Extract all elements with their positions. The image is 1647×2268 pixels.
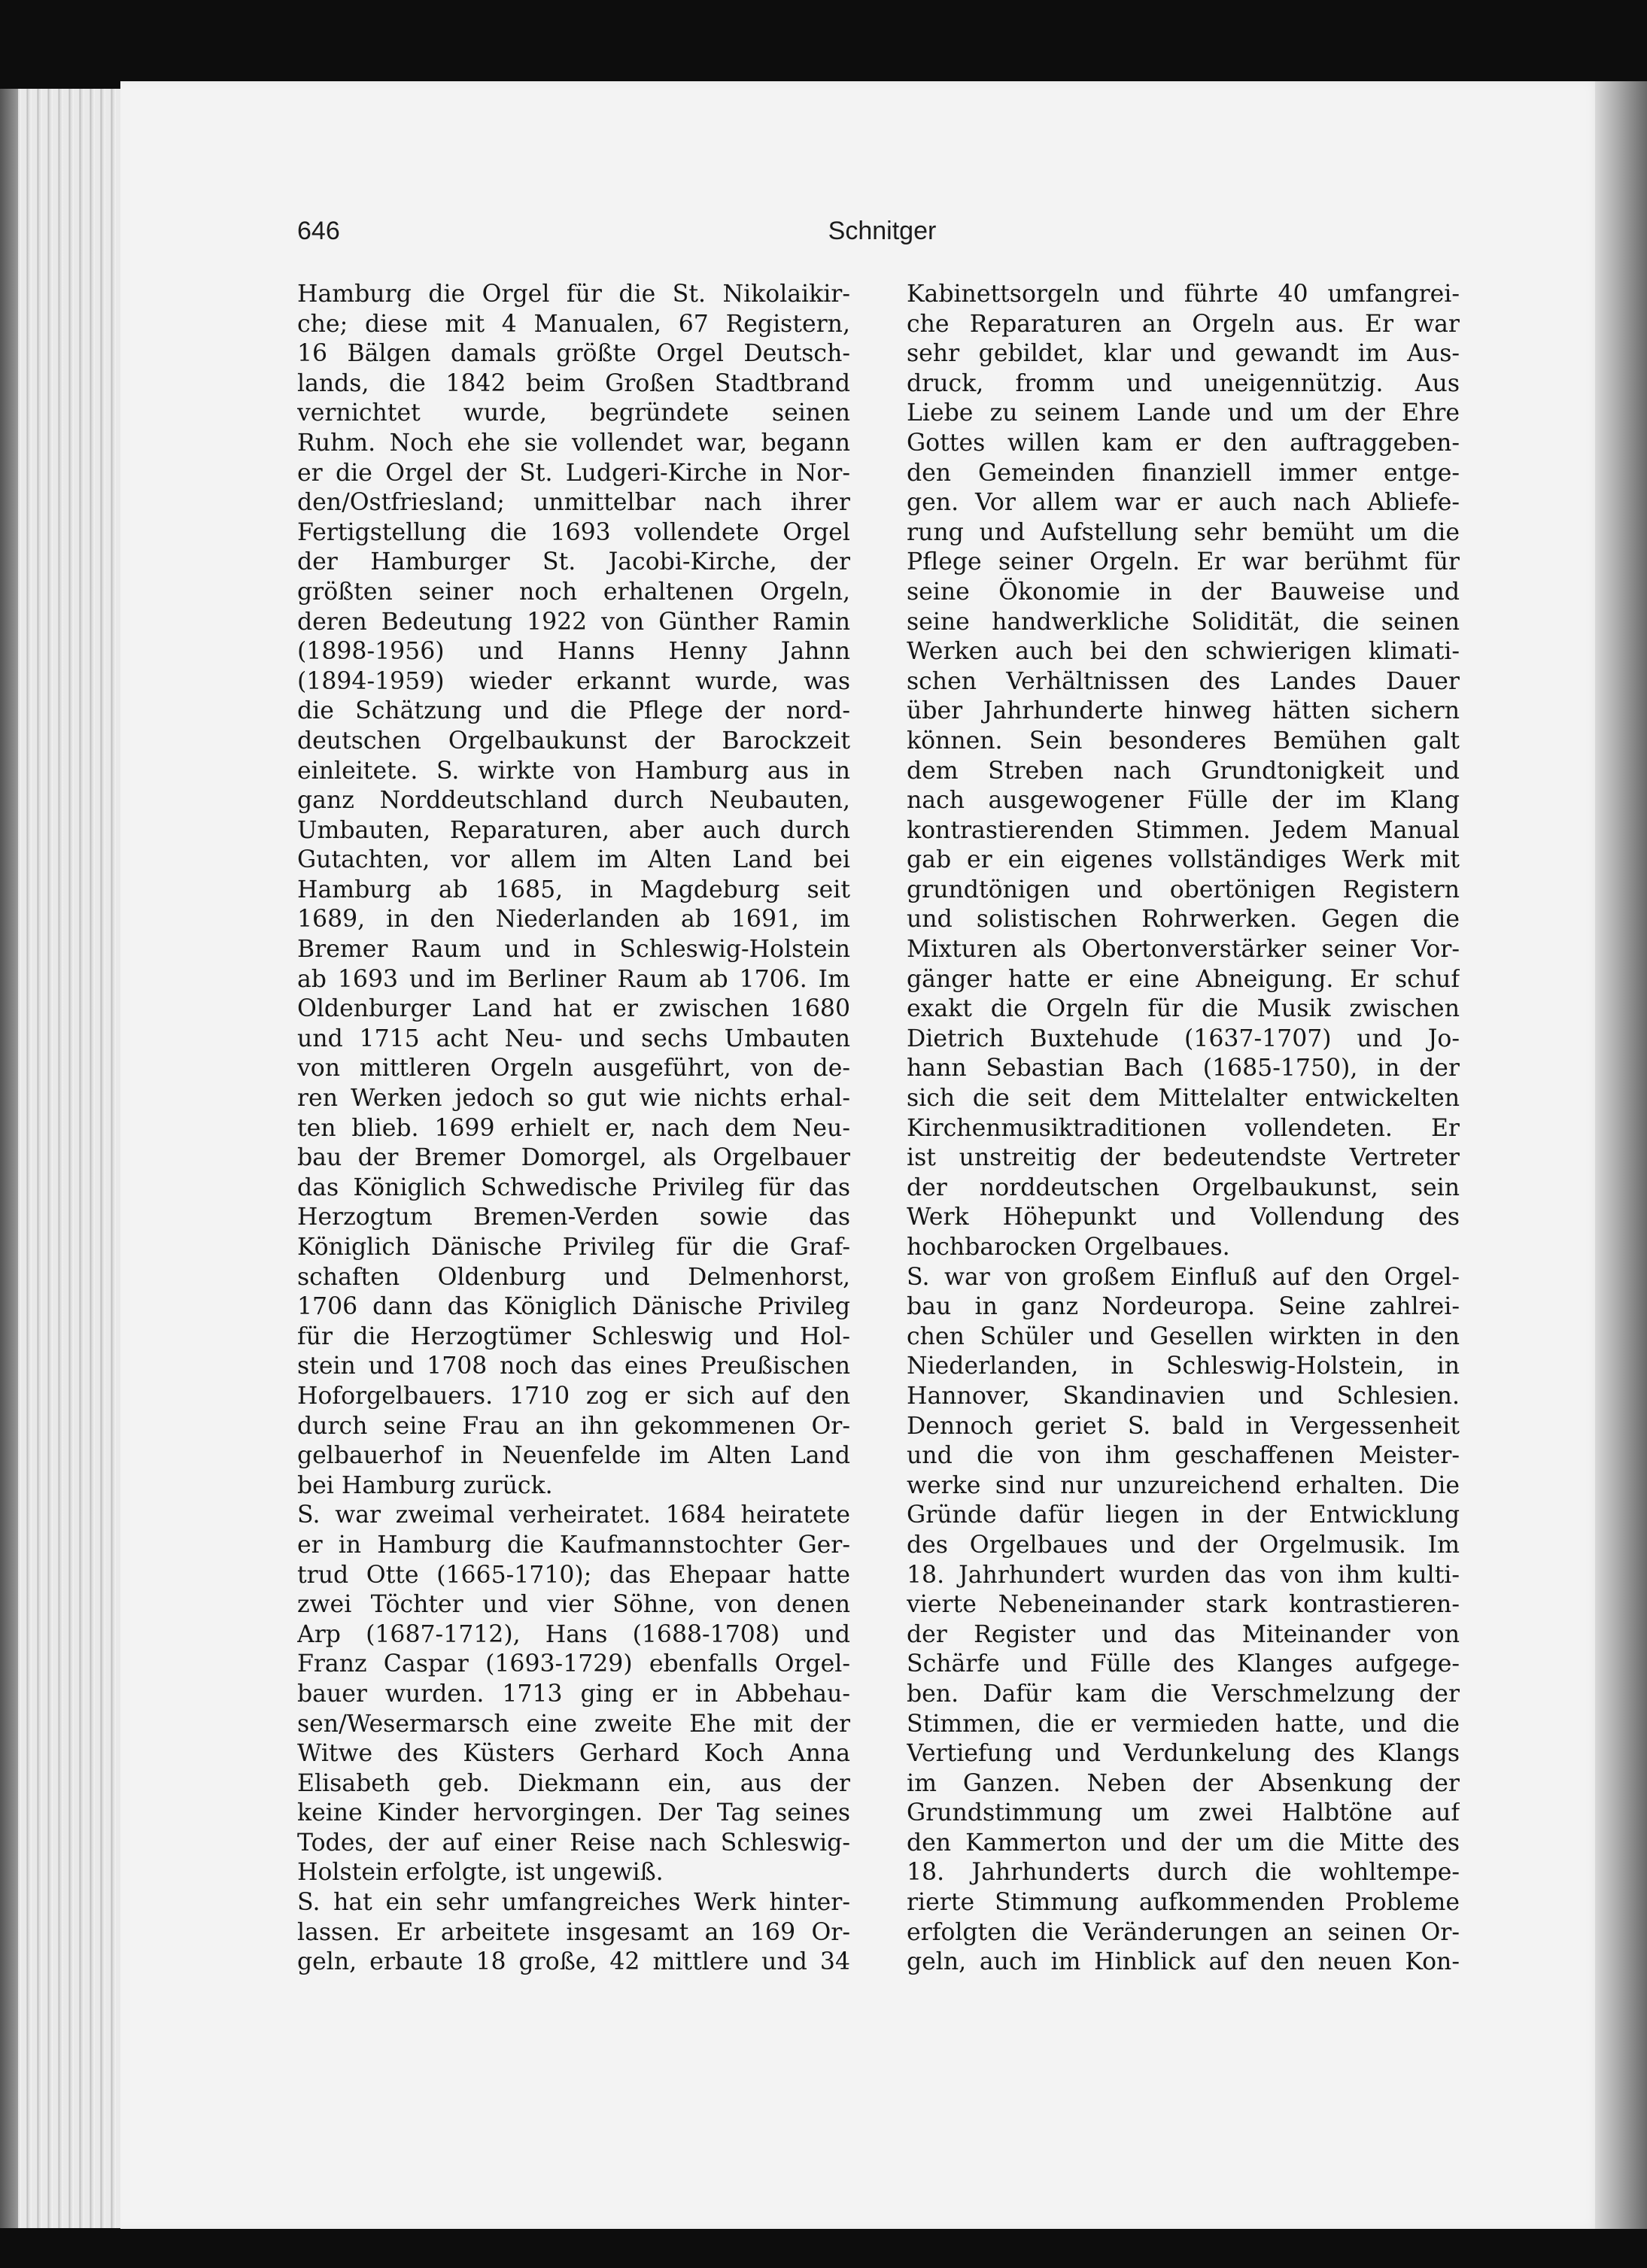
page-right-edge — [1595, 81, 1647, 2229]
text-line: Vertiefung und Verdunkelung des Klangs — [907, 1740, 1460, 1768]
text-line: 16 Bälgen damals größte Orgel Deutsch- — [297, 340, 850, 368]
text-line: deren Bedeutung 1922 von Günther Ramin — [297, 608, 850, 636]
text-line: bau der Bremer Domorgel, als Orgelbauer — [297, 1144, 850, 1172]
text-line: grundtönigen und obertönigen Registern — [907, 876, 1460, 903]
text-line: geln, erbaute 18 große, 42 mittlere und 34 — [297, 1948, 850, 1976]
text-line: geln, auch im Hinblick auf den neuen Kon- — [907, 1948, 1460, 1976]
text-line: lands, die 1842 beim Großen Stadtbrand — [297, 369, 850, 397]
text-line: Dietrich Buxtehude (1637-1707) und Jo- — [907, 1025, 1460, 1052]
text-line: er in Hamburg die Kaufmannstochter Ger- — [297, 1531, 850, 1559]
text-line: keine Kinder hervorgingen. Der Tag seines — [297, 1799, 850, 1827]
text-line: ten blieb. 1699 erhielt er, nach dem Neu- — [297, 1114, 850, 1142]
text-line: Witwe des Küsters Gerhard Koch Anna — [297, 1740, 850, 1768]
text-line: von mittleren Orgeln ausgeführt, von de- — [297, 1055, 850, 1082]
text-line: 1689, in den Niederlanden ab 1691, im — [297, 906, 850, 934]
text-line: che Reparaturen an Orgeln aus. Er war — [907, 310, 1460, 338]
text-line: werke sind nur unzureichend erhalten. Die — [907, 1471, 1460, 1499]
text-line: zwei Töchter und vier Söhne, von denen — [297, 1591, 850, 1619]
text-line: Dennoch geriet S. bald in Vergessenheit — [907, 1412, 1460, 1440]
left-text-column — [297, 280, 850, 1978]
text-line: 18. Jahrhundert wurden das von ihm kulti- — [907, 1561, 1460, 1589]
text-line: Umbauten, Reparaturen, aber auch durch — [297, 816, 850, 844]
text-line: Bremer Raum und in Schleswig-Holstein — [297, 936, 850, 964]
text-line: druck, fromm und uneigennützig. Aus — [907, 369, 1460, 397]
text-line: Mixturen als Obertonverstärker seiner Vor- — [907, 936, 1460, 964]
text-line: sich die seit dem Mittelalter entwickelten — [907, 1085, 1460, 1113]
text-line: ganz Norddeutschland durch Neubauten, — [297, 787, 850, 815]
text-line: rierte Stimmung aufkommenden Probleme — [907, 1889, 1460, 1917]
text-line: Holstein erfolgte, ist ungewiß. — [297, 1859, 664, 1887]
page-number: 646 — [297, 217, 340, 245]
text-line: einleitete. S. wirkte von Hamburg aus in — [297, 757, 850, 785]
text-line: Werken auch bei den schwierigen klimati- — [907, 638, 1460, 666]
text-line: und die von ihm geschaffenen Meister- — [907, 1442, 1460, 1470]
text-line: exakt die Orgeln für die Musik zwischen — [907, 995, 1460, 1023]
text-line: S. war von großem Einfluß auf den Orgel- — [907, 1263, 1460, 1291]
text-line: deutschen Orgelbaukunst der Barockzeit — [297, 727, 850, 754]
text-line: bei Hamburg zurück. — [297, 1471, 553, 1499]
text-line: schen Verhältnissen des Landes Dauer — [907, 667, 1460, 695]
text-line: vierte Nebeneinander stark kontrastieren- — [907, 1591, 1460, 1619]
text-line: S. hat ein sehr umfangreiches Werk hinter- — [297, 1889, 850, 1917]
text-line: Oldenburger Land hat er zwischen 1680 — [297, 995, 850, 1023]
text-line: im Ganzen. Neben der Absenkung der — [907, 1769, 1460, 1797]
text-line: gänger hatte er eine Abneigung. Er schuf — [907, 965, 1460, 993]
text-line: Franz Caspar (1693-1729) ebenfalls Orgel- — [297, 1650, 850, 1678]
text-line: Elisabeth geb. Diekmann ein, aus der — [297, 1769, 850, 1797]
text-line: der Hamburger St. Jacobi-Kirche, der — [297, 548, 850, 576]
text-line: Fertigstellung die 1693 vollendete Orgel — [297, 518, 850, 546]
text-line: und 1715 acht Neu- und sechs Umbauten — [297, 1025, 850, 1052]
text-line: durch seine Frau an ihn gekommenen Or- — [297, 1412, 850, 1440]
text-line: den Kammerton und der um die Mitte des — [907, 1829, 1460, 1857]
text-line: hann Sebastian Bach (1685-1750), in der — [907, 1055, 1460, 1082]
text-line: Stimmen, die er vermieden hatte, und die — [907, 1710, 1460, 1738]
text-line: sehr gebildet, klar und gewandt im Aus- — [907, 340, 1460, 368]
text-line: 18. Jahrhunderts durch die wohltempe- — [907, 1859, 1460, 1887]
text-line: ist unstreitig der bedeutendste Vertreter — [907, 1144, 1460, 1172]
text-line: erfolgten die Veränderungen an seinen Or- — [907, 1918, 1460, 1946]
book-spine-shadow — [0, 89, 18, 2228]
text-line: bauer wurden. 1713 ging er in Abbehau- — [297, 1680, 850, 1708]
text-line: vernichtet wurde, begründete seinen — [297, 399, 850, 427]
text-line: Pflege seiner Orgeln. Er war berühmt für — [907, 548, 1460, 576]
text-line: Kirchenmusiktraditionen vollendeten. Er — [907, 1114, 1460, 1142]
text-line: seine Ökonomie in der Bauweise und — [907, 578, 1460, 606]
text-line: Hoforgelbauers. 1710 zog er sich auf den — [297, 1382, 850, 1410]
text-line: er die Orgel der St. Ludgeri-Kirche in Nor- — [297, 459, 850, 487]
text-line: der Register und das Miteinander von — [907, 1620, 1460, 1648]
text-line: bau in ganz Nordeuropa. Seine zahlrei- — [907, 1293, 1460, 1321]
book-page-edges — [0, 89, 120, 2228]
text-line: Todes, der auf einer Reise nach Schleswig- — [297, 1829, 850, 1857]
text-line: stein und 1708 noch das eines Preußischen — [297, 1353, 850, 1380]
text-line: (1898-1956) und Hanns Henny Jahnn — [297, 638, 850, 666]
text-line: lassen. Er arbeitete insgesamt an 169 Or- — [297, 1918, 850, 1946]
text-line: gen. Vor allem war er auch nach Abliefe- — [907, 489, 1460, 517]
text-line: hochbarocken Orgelbaues. — [907, 1234, 1230, 1261]
text-line: Grundstimmung um zwei Halbtöne auf — [907, 1799, 1460, 1827]
text-line: S. war zweimal verheiratet. 1684 heiratete — [297, 1501, 850, 1529]
text-line: für die Herzogtümer Schleswig und Hol- — [297, 1322, 850, 1350]
text-line: Niederlanden, in Schleswig-Holstein, in — [907, 1353, 1460, 1380]
text-line: ab 1693 und im Berliner Raum ab 1706. Im — [297, 965, 850, 993]
text-line: gab er ein eigenes vollständiges Werk mit — [907, 846, 1460, 874]
text-line: nach ausgewogener Fülle der im Klang — [907, 787, 1460, 815]
text-line: kontrastierenden Stimmen. Jedem Manual — [907, 816, 1460, 844]
text-line: trud Otte (1665-1710); das Ehepaar hatte — [297, 1561, 850, 1589]
text-line: ren Werken jedoch so gut wie nichts erhal- — [297, 1085, 850, 1113]
text-line: Werk Höhepunkt und Vollendung des — [907, 1204, 1460, 1231]
text-line: den Gemeinden finanziell immer entge- — [907, 459, 1460, 487]
text-line: Arp (1687-1712), Hans (1688-1708) und — [297, 1620, 850, 1648]
text-line: Schärfe und Fülle des Klanges aufgege- — [907, 1650, 1460, 1678]
text-line: Hamburg die Orgel für die St. Nikolaikir- — [297, 281, 850, 308]
text-line: seine handwerkliche Solidität, die seinen — [907, 608, 1460, 636]
text-line: des Orgelbaues und der Orgelmusik. Im — [907, 1531, 1460, 1559]
text-line: rung und Aufstellung sehr bemüht um die — [907, 518, 1460, 546]
text-line: der norddeutschen Orgelbaukunst, sein — [907, 1173, 1460, 1201]
text-line: sen/Wesermarsch eine zweite Ehe mit der — [297, 1710, 850, 1738]
text-line: Liebe zu seinem Lande und um der Ehre — [907, 399, 1460, 427]
text-line: den/Ostfriesland; unmittelbar nach ihrer — [297, 489, 850, 517]
text-line: dem Streben nach Grundtonigkeit und — [907, 757, 1460, 785]
text-line: Hamburg ab 1685, in Magdeburg seit — [297, 876, 850, 903]
text-line: können. Sein besonderes Bemühen galt — [907, 727, 1460, 754]
text-line: Gutachten, vor allem im Alten Land bei — [297, 846, 850, 874]
text-line: Herzogtum Bremen-Verden sowie das — [297, 1204, 850, 1231]
text-line: Ruhm. Noch ehe sie vollendet war, begann — [297, 429, 850, 457]
text-line: schaften Oldenburg und Delmenhorst, — [297, 1263, 850, 1291]
running-head: Schnitger — [828, 217, 937, 245]
text-line: gelbauerhof in Neuenfelde im Alten Land — [297, 1442, 850, 1470]
text-line: Gottes willen kam er den auftraggeben- — [907, 429, 1460, 457]
text-line: über Jahrhunderte hinweg hätten sichern — [907, 697, 1460, 725]
text-line: (1894-1959) wieder erkannt wurde, was — [297, 667, 850, 695]
text-line: Kabinettsorgeln und führte 40 umfangrei- — [907, 281, 1460, 308]
text-line: chen Schüler und Gesellen wirkten in den — [907, 1322, 1460, 1350]
text-line: Hannover, Skandinavien und Schlesien. — [907, 1382, 1460, 1410]
text-line: das Königlich Schwedische Privileg für das — [297, 1173, 850, 1201]
text-line: die Schätzung und die Pflege der nord- — [297, 697, 850, 725]
text-line: 1706 dann das Königlich Dänische Privileg — [297, 1293, 850, 1321]
text-line: Königlich Dänische Privileg für die Graf- — [297, 1234, 850, 1261]
text-line: größten seiner noch erhaltenen Orgeln, — [297, 578, 850, 606]
text-line: und solistischen Rohrwerken. Gegen die — [907, 906, 1460, 934]
right-text-column — [907, 280, 1460, 1978]
page-header — [297, 217, 1467, 254]
text-line: che; diese mit 4 Manualen, 67 Registern, — [297, 310, 850, 338]
text-line: ben. Dafür kam die Verschmelzung der — [907, 1680, 1460, 1708]
text-line: Gründe dafür liegen in der Entwicklung — [907, 1501, 1460, 1529]
